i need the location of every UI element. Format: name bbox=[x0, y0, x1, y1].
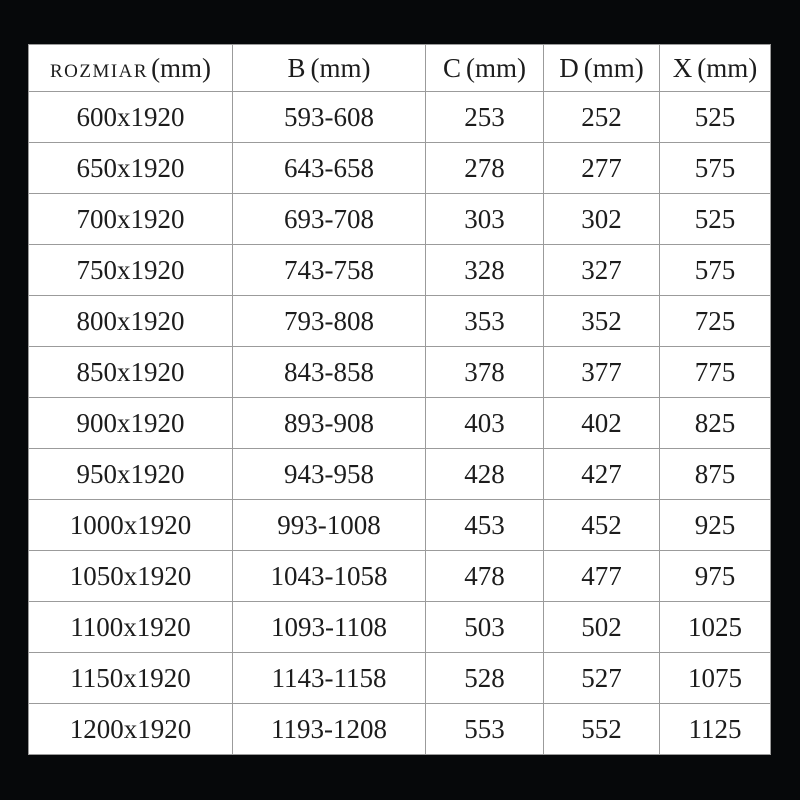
table-cell: 725 bbox=[660, 296, 771, 347]
col-header-d bbox=[544, 45, 660, 92]
table-cell: 900x1920 bbox=[29, 398, 233, 449]
table-cell: 650x1920 bbox=[29, 143, 233, 194]
col-header-unit: (mm) bbox=[466, 52, 526, 83]
col-header-label: C bbox=[442, 52, 461, 83]
table-cell: 575 bbox=[660, 143, 771, 194]
table-cell: 527 bbox=[544, 653, 660, 704]
table-cell: 1150x1920 bbox=[29, 653, 233, 704]
table-cell: 402 bbox=[544, 398, 660, 449]
table-cell: 427 bbox=[544, 449, 660, 500]
table-cell: 477 bbox=[544, 551, 660, 602]
table-cell: 452 bbox=[544, 500, 660, 551]
col-header-b bbox=[233, 45, 426, 92]
table-cell: 843-858 bbox=[233, 347, 426, 398]
table-cell: 825 bbox=[660, 398, 771, 449]
table-row bbox=[29, 449, 771, 500]
table-row bbox=[29, 653, 771, 704]
col-header-rozmiar bbox=[29, 45, 233, 92]
table-cell: 1075 bbox=[660, 653, 771, 704]
col-header-unit: (mm) bbox=[697, 52, 758, 83]
table-cell: 528 bbox=[426, 653, 544, 704]
table-cell: 428 bbox=[426, 449, 544, 500]
table-cell: 302 bbox=[544, 194, 660, 245]
col-header-unit: (mm) bbox=[583, 52, 644, 83]
table-cell: 993-1008 bbox=[233, 500, 426, 551]
table-cell: 743-758 bbox=[233, 245, 426, 296]
table-row bbox=[29, 296, 771, 347]
table-cell: 893-908 bbox=[233, 398, 426, 449]
table-row bbox=[29, 143, 771, 194]
table-cell: 1143-1158 bbox=[233, 653, 426, 704]
table-cell: 700x1920 bbox=[29, 194, 233, 245]
size-table bbox=[28, 44, 771, 755]
table-cell: 693-708 bbox=[233, 194, 426, 245]
table-cell: 352 bbox=[544, 296, 660, 347]
table-cell: 502 bbox=[544, 602, 660, 653]
table-cell: 1100x1920 bbox=[29, 602, 233, 653]
table-cell: 1025 bbox=[660, 602, 771, 653]
table-cell: 1000x1920 bbox=[29, 500, 233, 551]
size-table-container bbox=[28, 44, 770, 754]
table-cell: 943-958 bbox=[233, 449, 426, 500]
table-row bbox=[29, 92, 771, 143]
table-cell: 503 bbox=[426, 602, 544, 653]
table-cell: 1093-1108 bbox=[233, 602, 426, 653]
col-header-label: D bbox=[559, 52, 579, 83]
table-row bbox=[29, 245, 771, 296]
table-cell: 1125 bbox=[660, 704, 771, 755]
table-cell: 575 bbox=[660, 245, 771, 296]
col-header-unit: (mm) bbox=[310, 52, 371, 83]
table-cell: 552 bbox=[544, 704, 660, 755]
table-cell: 453 bbox=[426, 500, 544, 551]
table-cell: 593-608 bbox=[233, 92, 426, 143]
table-cell: 353 bbox=[426, 296, 544, 347]
col-header-label: B bbox=[287, 52, 306, 83]
table-cell: 1200x1920 bbox=[29, 704, 233, 755]
table-cell: 253 bbox=[426, 92, 544, 143]
table-row bbox=[29, 704, 771, 755]
col-header-label: ROZMIAR bbox=[49, 60, 149, 82]
table-cell: 1193-1208 bbox=[233, 704, 426, 755]
table-cell: 875 bbox=[660, 449, 771, 500]
table-cell: 328 bbox=[426, 245, 544, 296]
table-cell: 850x1920 bbox=[29, 347, 233, 398]
table-cell: 252 bbox=[544, 92, 660, 143]
table-cell: 750x1920 bbox=[29, 245, 233, 296]
table-cell: 600x1920 bbox=[29, 92, 233, 143]
col-header-c bbox=[426, 45, 544, 92]
table-cell: 800x1920 bbox=[29, 296, 233, 347]
table-cell: 1043-1058 bbox=[233, 551, 426, 602]
table-row bbox=[29, 347, 771, 398]
table-cell: 975 bbox=[660, 551, 771, 602]
table-cell: 775 bbox=[660, 347, 771, 398]
table-row bbox=[29, 551, 771, 602]
table-cell: 525 bbox=[660, 194, 771, 245]
table-cell: 643-658 bbox=[233, 143, 426, 194]
col-header-label: X bbox=[672, 52, 693, 83]
table-cell: 553 bbox=[426, 704, 544, 755]
table-cell: 950x1920 bbox=[29, 449, 233, 500]
table-cell: 403 bbox=[426, 398, 544, 449]
table-cell: 303 bbox=[426, 194, 544, 245]
col-header-unit: (mm) bbox=[151, 52, 212, 83]
table-cell: 925 bbox=[660, 500, 771, 551]
table-cell: 525 bbox=[660, 92, 771, 143]
header-row bbox=[29, 45, 771, 92]
table-body bbox=[29, 92, 771, 755]
table-cell: 478 bbox=[426, 551, 544, 602]
table-cell: 378 bbox=[426, 347, 544, 398]
table-row bbox=[29, 194, 771, 245]
table-cell: 327 bbox=[544, 245, 660, 296]
col-header-x bbox=[660, 45, 771, 92]
table-row bbox=[29, 500, 771, 551]
table-cell: 793-808 bbox=[233, 296, 426, 347]
table-cell: 278 bbox=[426, 143, 544, 194]
table-row bbox=[29, 602, 771, 653]
table-row bbox=[29, 398, 771, 449]
table-cell: 277 bbox=[544, 143, 660, 194]
table-cell: 377 bbox=[544, 347, 660, 398]
table-cell: 1050x1920 bbox=[29, 551, 233, 602]
